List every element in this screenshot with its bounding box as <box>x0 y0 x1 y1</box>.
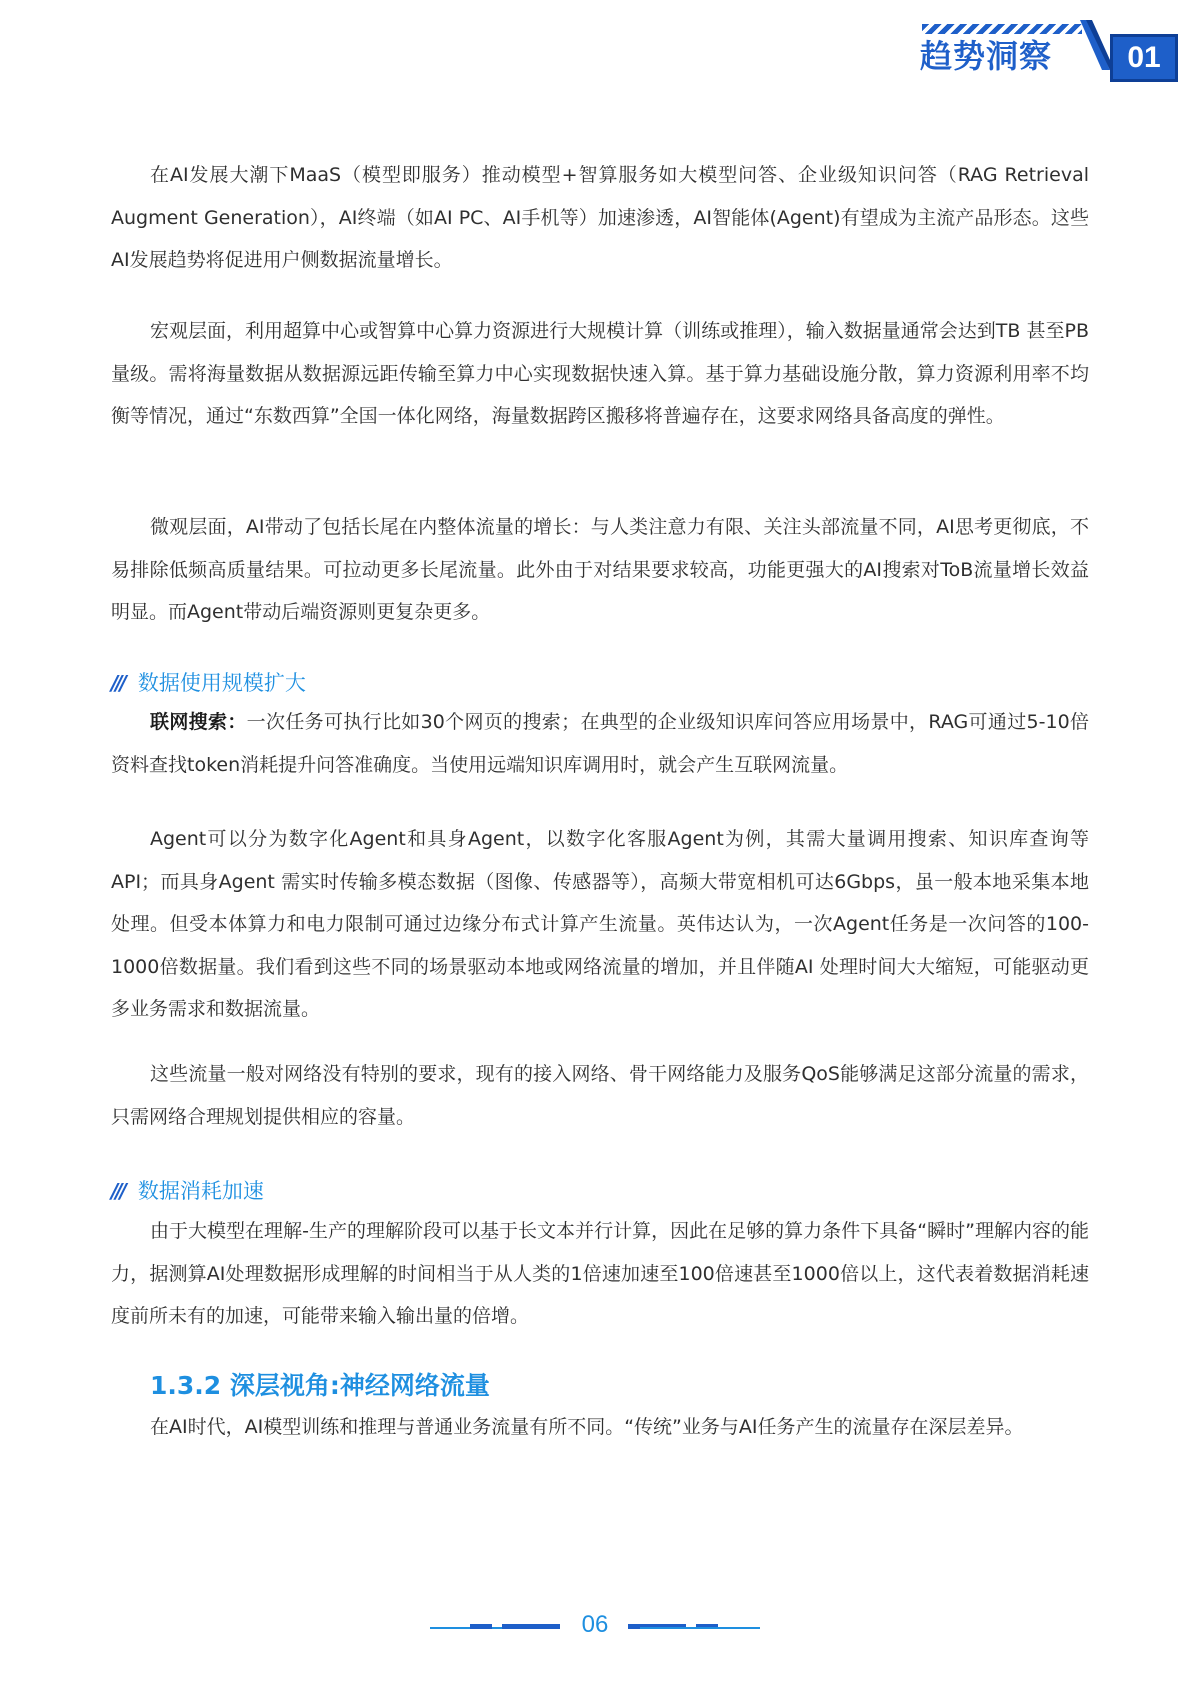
page-number: 06 <box>581 1611 609 1638</box>
section-title: 数据使用规模扩大 <box>137 671 306 695</box>
footer-dash <box>502 1624 560 1629</box>
section-heading-data-consumption <box>111 1171 1089 1211</box>
slashes-icon: /// <box>111 1179 124 1203</box>
paragraph-micro: 微观层面，AI带动了包括长尾在内整体流量的增长：与人类注意力有限、关注头部流量不同，AI思考更彻底，不易排除低频高质量结果。可拉动更多长尾流量。此外由于对结果要求较高，功能更强大的AI搜索对ToB流量增长效益明显。而Agent带动后端资源则更复杂更多。 <box>111 516 1089 623</box>
chapter-title: 趋势洞察 <box>920 37 1053 75</box>
chapter-number: 01 <box>1110 34 1178 82</box>
slashes-icon: /// <box>111 671 124 695</box>
paragraph-macro: 宏观层面，利用超算中心或智算中心算力资源进行大规模计算（训练或推理），输入数据量通常会达到TB 甚至PB 量级。需将海量数据从数据源远距传输至算力中心实现数据快速入算。基于算力基础设施分散，算力资源利用率不均衡等情况，通过“东数西算”全国一体化网络，海量数据跨区搬移将普遍存在，这要求网络具备高度的弹性。 <box>111 320 1089 427</box>
subsection-heading: 1.3.2 深层视角:神经网络流量 <box>150 1371 490 1400</box>
footer-dash <box>470 1624 492 1629</box>
header-stripes <box>922 24 1082 34</box>
paragraph-maas: 在AI发展大潮下MaaS（模型即服务）推动模型+智算服务如大模型问答、企业级知识问答（RAG Retrieval Augment Generation），AI终端（如AI PC、AI手机等）加速渗透，AI智能体(Agent)有望成为主流产品形态。这些AI发展趋势将促进用户侧数据流量增长。 <box>111 164 1089 271</box>
paragraph-agent: Agent可以分为数字化Agent和具身Agent，以数字化客服Agent为例，其需大量调用搜索、知识库查询等API；而具身Agent 需实时传输多模态数据（图像、传感器等），高频大带宽相机可达6Gbps，虽一般本地采集本地处理。但受本体算力和电力限制可通过边缘分布式计算产生流量。英伟达认为，一次Agent任务是一次问答的100-1000倍数据量。我们看到这些不同的场景驱动本地或网络流量的增加，并且伴随AI 处理时间大大缩短，可能驱动更多业务需求和数据流量。 <box>111 828 1089 1020</box>
chapter-header <box>900 20 1200 90</box>
paragraph-consumption: 由于大模型在理解-生产的理解阶段可以基于长文本并行计算，因此在足够的算力条件下具备“瞬时”理解内容的能力，据测算AI处理数据形成理解的时间相当于从人类的1倍速加速至100倍速甚至1000倍以上，这代表着数据消耗速度前所未有的加速，可能带来输入输出量的倍增。 <box>111 1220 1089 1327</box>
section-heading-data-scale <box>111 663 1089 703</box>
paragraph-web-search <box>111 701 1089 786</box>
section-title: 数据消耗加速 <box>137 1179 264 1203</box>
chevron-divider-icon <box>1080 20 1110 92</box>
footer-line-right <box>640 1627 760 1629</box>
page-footer <box>430 1605 760 1645</box>
paragraph-network-demand: 这些流量一般对网络没有特别的要求，现有的接入网络、骨干网络能力及服务QoS能够满足这部分流量的需求，只需网络合理规划提供相应的容量。 <box>111 1063 1089 1128</box>
term-label: 联网搜索： <box>150 711 247 733</box>
paragraph-body: 一次任务可执行比如30个网页的搜索；在典型的企业级知识库问答应用场景中，RAG可通过5-10倍资料查找token消耗提升问答准确度。当使用远端知识库调用时，就会产生互联网流量。 <box>111 711 1089 776</box>
paragraph-ai-era: 在AI时代，AI模型训练和推理与普通业务流量有所不同。“传统”业务与AI任务产生的流量存在深层差异。 <box>150 1416 1024 1438</box>
